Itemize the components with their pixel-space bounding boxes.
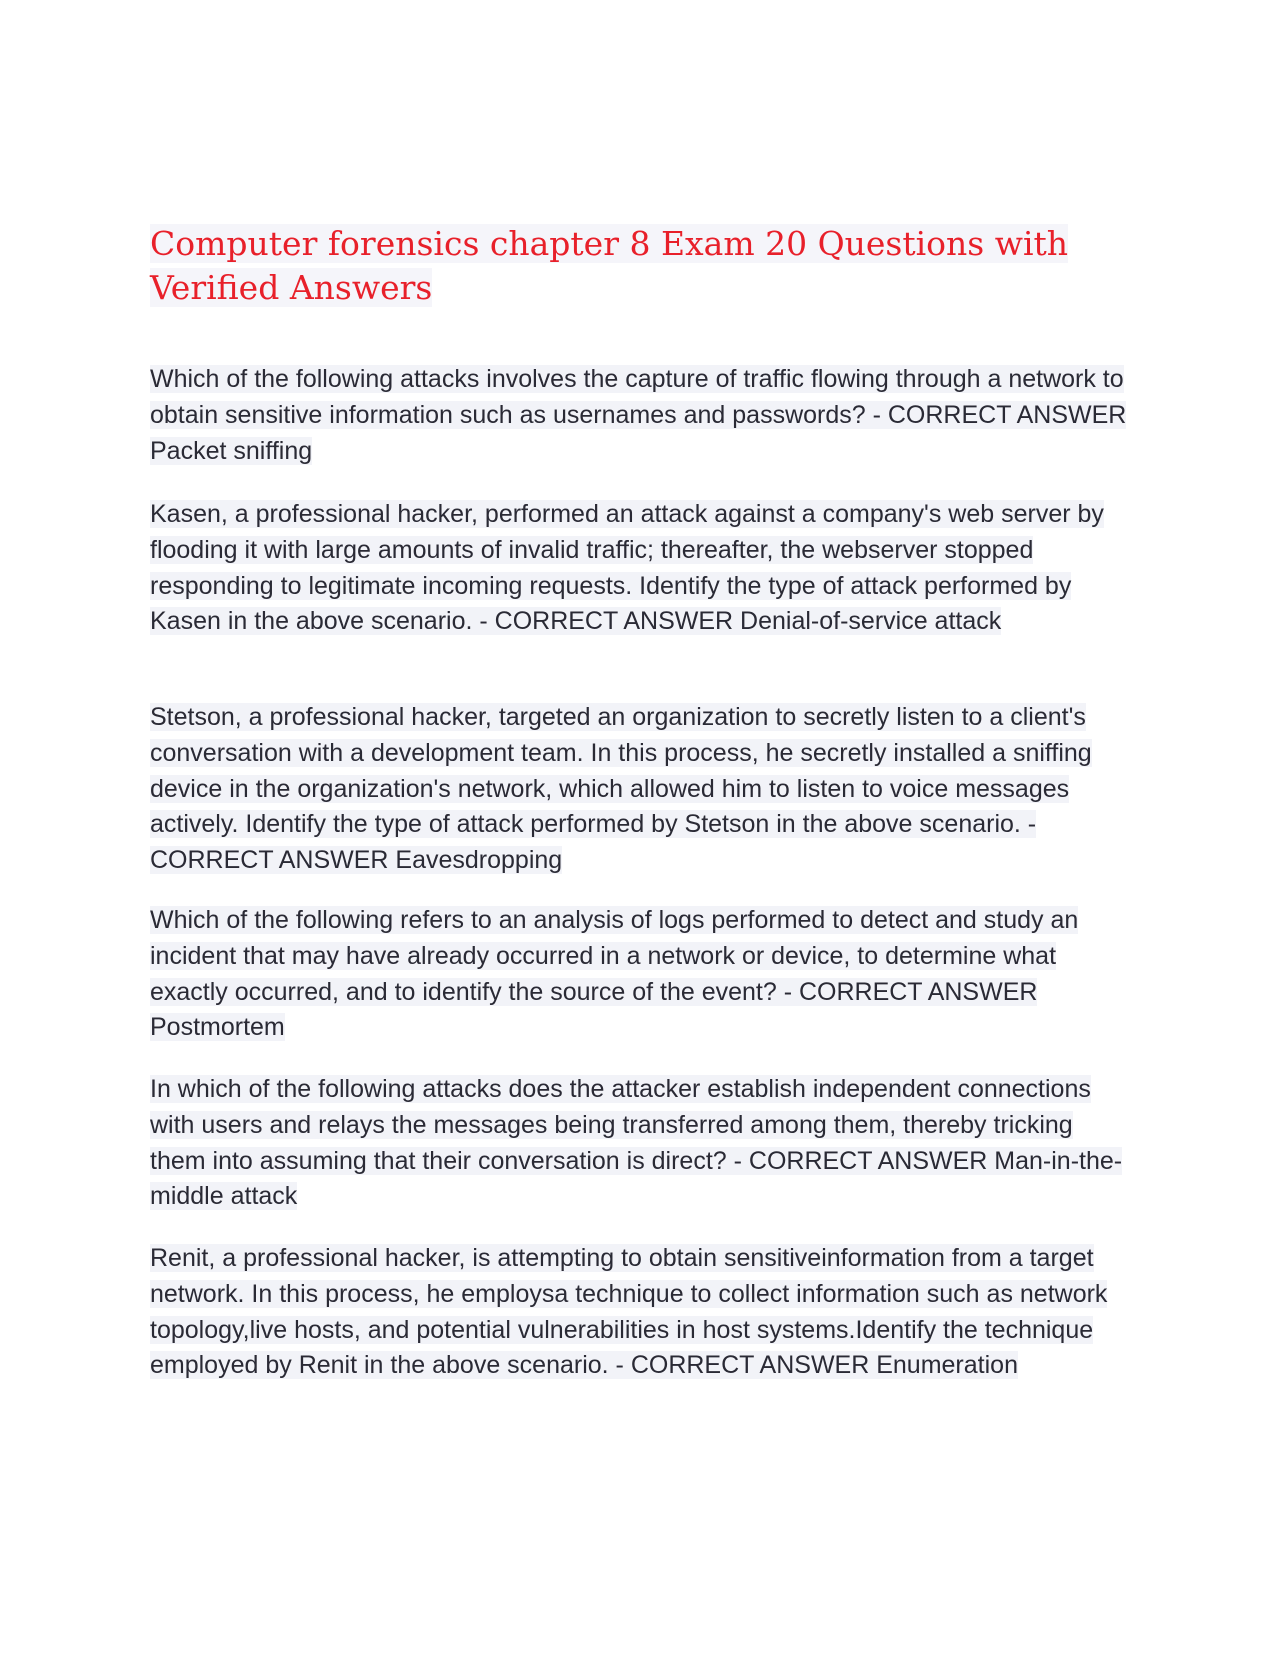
qa-item-2 <box>150 497 1130 640</box>
qa-item-1-text: Which of the following attacks involves the capture of traffic flowing through a network to obtain sensitive information such as usernames and passwords? - CORRECT ANSWER Packet sniffing <box>150 365 1127 465</box>
qa-item-2-text: Kasen, a professional hacker, performed an attack against a company's web server by flooding it with large amounts of invalid traffic; thereafter, the webserver stopped responding to legitimate incoming requests. Identify the type of attack performed by Kasen in the above scenario. - CORRECT ANSWER Denial-of-service attack <box>150 500 1104 636</box>
document-title-text: Computer forensics chapter 8 Exam 20 Questions with Verified Answers <box>150 224 1069 307</box>
qa-item-6-text: Renit, a professional hacker, is attempting to obtain sensitiveinformation from a target network. In this process, he employsa technique to collect information such as network topology,live hosts, and potential vulnerabilities in host systems.Identify the technique employed by Renit in the above scenario. - CORRECT ANSWER Enumeration <box>150 1244 1108 1380</box>
document-title <box>150 222 1130 310</box>
qa-item-5-text: In which of the following attacks does the attacker establish independent connections with users and relays the messages being transferred among them, thereby tricking them into assuming that their conversation is direct? - CORRECT ANSWER Man-in-the-middle attack <box>150 1075 1123 1211</box>
qa-item-1 <box>150 362 1130 469</box>
qa-item-4-text: Which of the following refers to an analysis of logs performed to detect and study an incident that may have already occurred in a network or device, to determine what exactly occurred, and to identify the source of the event? - CORRECT ANSWER Postmortem <box>150 906 1079 1042</box>
qa-item-5 <box>150 1072 1130 1215</box>
qa-item-3-text: Stetson, a professional hacker, targeted an organization to secretly listen to a client's conversation with a development team. In this process, he secretly installed a sniffing device in the organization's network, which allowed him to listen to voice messages actively. Identify the type of attack performed by Stetson in the above scenario. - CORRECT ANSWER Eavesdropping <box>150 703 1092 875</box>
qa-item-4 <box>150 903 1130 1046</box>
qa-item-3 <box>150 700 1130 879</box>
qa-item-6 <box>150 1241 1130 1384</box>
